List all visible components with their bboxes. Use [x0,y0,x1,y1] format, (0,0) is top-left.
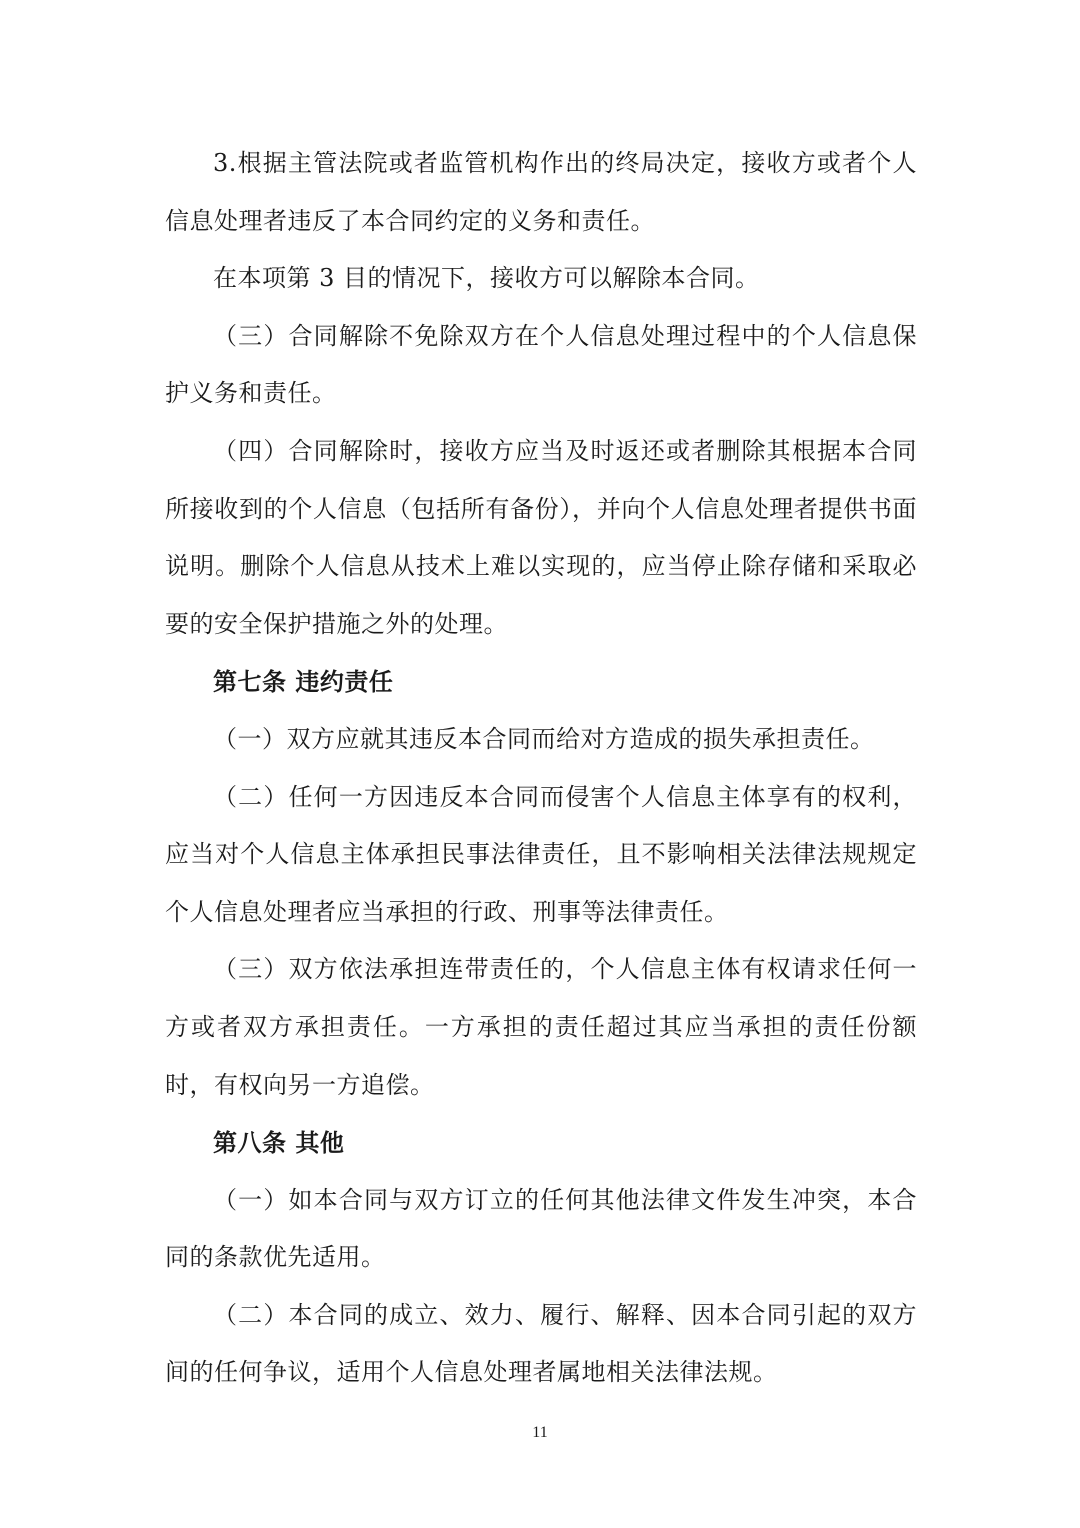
article-7-heading: 第七条 违约责任 [213,667,394,697]
document-body [165,135,917,1402]
paragraph-liability-clause-3: （三）双方依法承担连带责任的，个人信息主体有权请求任何一方或者双方承担责任。一方承担的责任超过其应当承担的责任份额时，有权向另一方追偿。 [165,955,917,1099]
paragraph-liability-clause-2: （二）任何一方因违反本合同而侵害个人信息主体享有的权利，应当对个人信息主体承担民事法律责任，且不影响相关法律法规规定个人信息处理者应当承担的行政、刑事等法律责任。 [165,782,917,926]
paragraph-termination-item-3: 3.根据主管法院或者监管机构作出的终局决定，接收方或者个人信息处理者违反了本合同约定的义务和责任。 [165,149,917,235]
paragraph-other-clause-2: （二）本合同的成立、效力、履行、解释、因本合同引起的双方间的任何争议，适用个人信息处理者属地相关法律法规。 [165,1300,917,1387]
paragraph-termination-clause-4: （四）合同解除时，接收方应当及时返还或者删除其根据本合同所接收到的个人信息（包括所有备份），并向个人信息处理者提供书面说明。删除个人信息从技术上难以实现的，应当停止除存储和采取必要的安全保护措施之外的处理。 [165,436,917,638]
paragraph-other-clause-1: （一）如本合同与双方订立的任何其他法律文件发生冲突，本合同的条款优先适用。 [165,1185,917,1272]
page-number: 11 [532,1424,548,1441]
paragraph-termination-right: 在本项第 3 目的情况下，接收方可以解除本合同。 [213,264,760,293]
paragraph-termination-clause-3: （三）合同解除不免除双方在个人信息处理过程中的个人信息保护义务和责任。 [165,321,917,408]
article-8-heading: 第八条 其他 [213,1128,345,1158]
paragraph-liability-clause-1: （一）双方应就其违反本合同而给对方造成的损失承担责任。 [213,724,875,753]
